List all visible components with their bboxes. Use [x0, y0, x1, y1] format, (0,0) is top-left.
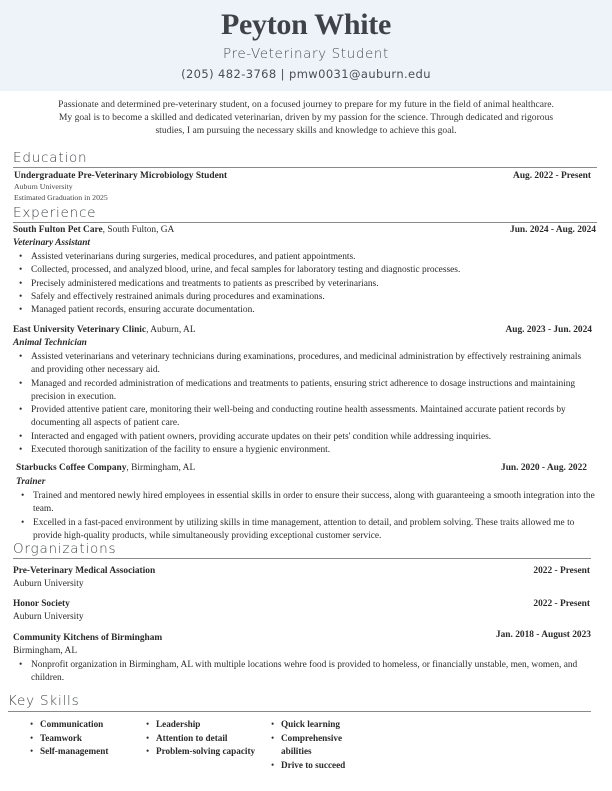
education-degree: Undergraduate Pre-Veterinary Microbiology Student — [14, 171, 228, 181]
contact-info: (205) 482-3768 | pmw0031@auburn.edu — [181, 67, 431, 81]
job-employer: East University Veterinary Clinic — [13, 325, 147, 335]
org-dates: 2022 - Present — [533, 566, 590, 576]
job-dates: Aug. 2023 - Jun. 2024 — [505, 325, 592, 335]
list-item: • Precisely administered medications and treatments to patients as prescribed by veterinarians. — [31, 278, 601, 291]
organizations-divider — [13, 558, 591, 559]
org-dates: 2022 - Present — [533, 599, 590, 609]
job-bullets — [31, 351, 596, 457]
skill-item: • Drive to succeed — [281, 759, 371, 773]
skill-item: • Communication — [40, 718, 140, 732]
org-place: Auburn University — [13, 612, 84, 622]
job-header — [13, 325, 196, 335]
education-heading: Education — [13, 150, 88, 166]
list-item: • Nonprofit organization in Birmingham, AL with multiple locations wehre food is provided to homeless, or financially unstable, men, women, and children. — [31, 659, 591, 686]
org-name: Community Kitchens of Birmingham — [13, 633, 163, 643]
skills-heading: Key Skills — [8, 693, 80, 709]
list-item: • Collected, processed, and analyzed blood, urine, and fecal samples for laboratory testing and diagnostic processes. — [31, 264, 601, 277]
job-employer: Starbucks Coffee Company — [16, 463, 127, 473]
org-bullets — [31, 659, 591, 686]
org-dates: Jan. 2018 - August 2023 — [495, 630, 591, 640]
org-place: Birmingham, AL — [13, 646, 78, 656]
list-item: • Provided attentive patient care, monitoring their well-being and conducting routine health assessments. Maintained accurate patient records by documenting all aspects of patient care. — [31, 404, 596, 431]
list-item: • Safely and effectively restrained animals during procedures and examinations. — [31, 291, 601, 304]
skill-item: • Self-management — [40, 745, 140, 759]
experience-divider — [13, 222, 597, 223]
job-employer: South Fulton Pet Care — [13, 225, 103, 235]
job-role: Veterinary Assistant — [13, 238, 91, 248]
list-item: • Assisted veterinarians and veterinary technicians during examinations, procedures, and medicinal administration by effectively restraining animals and providing other necessary aid. — [31, 351, 596, 378]
skill-item: • Teamwork — [40, 732, 140, 746]
education-school: Auburn University — [14, 182, 73, 191]
list-item: • Excelled in a fast-paced environment by utilizing skills in time management, attention to detail, and problem solving. These traits allowed me to provide high-quality products, while simultaneously providing exceptional customer service. — [33, 517, 595, 544]
candidate-name: Peyton White — [221, 8, 391, 41]
skill-item: • Leadership — [156, 718, 256, 732]
job-bullets — [33, 490, 595, 543]
job-location: , Birmingham, AL — [126, 463, 196, 473]
job-dates: Jun. 2020 - Aug. 2022 — [501, 463, 587, 473]
education-divider — [13, 167, 597, 168]
organizations-heading: Organizations — [13, 541, 117, 557]
resume-header — [0, 0, 612, 91]
summary-paragraph: Passionate and determined pre-veterinary student, on a focused journey to prepare for my future in the field of animal healthcare. My goal is to become a skilled and dedicated veterinarian, driven by my passion for the science. Through dedicated and rigorous studies, I am pursuing the necessary skills and knowledge to achieve this goal. — [58, 99, 554, 137]
experience-heading: Experience — [13, 205, 97, 221]
list-item: • Interacted and engaged with patient owners, providing accurate updates on their pets' condition while addressing inquiries. — [31, 431, 596, 444]
list-item: • Assisted veterinarians during surgeries, medical procedures, and patient appointments. — [31, 251, 601, 264]
skill-item: • Quick learning — [281, 718, 371, 732]
job-header — [16, 463, 195, 473]
skills-column-1 — [40, 718, 140, 759]
skill-item: • Problem-solving capacity — [156, 745, 256, 759]
org-name: Pre-Veterinary Medical Association — [13, 566, 156, 576]
list-item: • Managed and recorded administration of medications and treatments to patients, ensuring strict adherence to dosage instructions and maintaining precision in execution. — [31, 378, 596, 405]
job-dates: Jun. 2024 - Aug. 2024 — [510, 225, 596, 235]
job-role: Trainer — [16, 477, 46, 487]
skill-item: • Comprehensive abilities — [281, 732, 371, 759]
list-item: • Executed thorough sanitization of the facility to ensure a hygienic environment. — [31, 444, 596, 457]
education-graduation: Estimated Graduation in 2025 — [14, 193, 108, 202]
job-role: Animal Technician — [13, 338, 87, 348]
candidate-title: Pre-Veterinary Student — [223, 46, 389, 62]
education-dates: Aug. 2022 - Present — [513, 171, 591, 181]
skills-divider — [8, 711, 591, 712]
skill-item: • Attention to detail — [156, 732, 256, 746]
job-location: , South Fulton, GA — [102, 225, 175, 235]
job-bullets — [31, 251, 601, 317]
job-header — [13, 225, 174, 235]
org-name: Honor Society — [13, 599, 70, 609]
list-item: • Managed patient records, ensuring accurate documentation. — [31, 304, 601, 317]
job-location: , Auburn, AL — [146, 325, 196, 335]
list-item: • Trained and mentored newly hired employees in essential skills in order to ensure their success, along with guaranteeing a smooth integration into the team. — [33, 490, 595, 517]
skills-column-3 — [281, 718, 371, 772]
org-place: Auburn University — [13, 579, 84, 589]
skills-column-2 — [156, 718, 256, 759]
